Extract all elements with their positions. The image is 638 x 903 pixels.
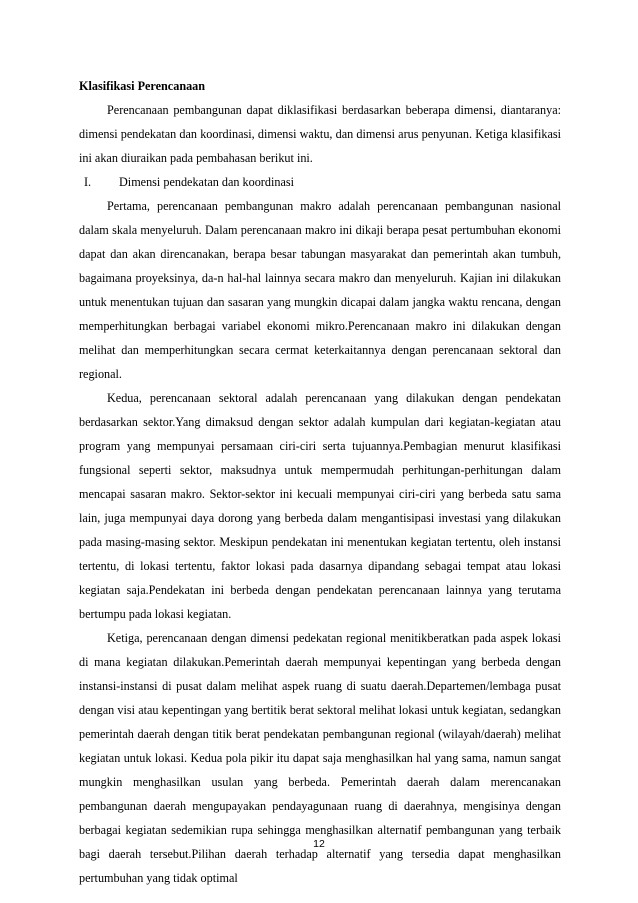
paragraph-regional: Ketiga, perencanaan dengan dimensi pedekatan regional menitikberatkan pada aspek lokasi di mana kegiatan dilakukan.Pemerintah daerah mempunyai kepentingan yang berbeda dengan instansi-instansi di pusat dalam melihat aspek ruang di suatu daerah.Departemen/lembaga pusat dengan visi atau kepentingan yang bertitik berat sektoral melihat lokasi untuk kegiatan, sedangkan pemerintah daerah dengan titik berat pendekatan pembangunan regional (wilayah/daerah) melihat kegiatan untuk lokasi. Kedua pola pikir itu dapat saja menghasilkan hal yang sama, namun sangat mungkin menghasilkan usulan yang berbeda. Pemerintah daerah dalam merencanakan pembangunan daerah mengupayakan pendayagunaan ruang di daerahnya, mengisinya dengan berbagai kegiatan sedemikian rupa sehingga menghasilkan alternatif pembangunan yang terbaik bagi daerah tersebut.Pilihan daerah terhadap alternatif yang tersedia dapat menghasilkan pertumbuhan yang tidak optimal — [79, 631, 561, 885]
paragraph-makro: Pertama, perencanaan pembangunan makro adalah perencanaan pembangunan nasional dalam skala menyeluruh. Dalam perencanaan makro ini dikaji berapa pesat pertumbuhan ekonomi dapat dan akan direncanakan, berapa besar tabungan masyarakat dan pemerintah akan tumbuh, bagaimana proyeksinya, da-n hal-hal lainnya secara makro dan menyeluruh. Kajian ini dilakukan untuk menentukan tujuan dan sasaran yang mungkin dicapai dalam jangka waktu rencana, dengan memperhitungkan berbagai variabel ekonomi mikro.Perencanaan makro ini dilakukan dengan melihat dan memperhitungkan secara cermat keterkaitannya dengan perencanaan sektoral dan regional. — [79, 199, 561, 381]
section-heading: Klasifikasi Perencanaan — [79, 79, 206, 93]
page-number: 12 — [313, 838, 325, 850]
list-item-text: Dimensi pendekatan dan koordinasi — [119, 175, 294, 189]
intro-paragraph: Perencanaan pembangunan dapat diklasifikasi berdasarkan beberapa dimensi, diantaranya: dimensi pendekatan dan koordinasi, dimensi waktu, dan dimensi arus penyunan. Ketiga klasifikasi ini akan diuraikan pada pembahasan berikut ini. — [79, 103, 561, 165]
document-body — [79, 74, 561, 890]
list-item — [79, 170, 561, 194]
list-item-number: I. — [84, 175, 92, 189]
paragraph-sektoral: Kedua, perencanaan sektoral adalah perencanaan yang dilakukan dengan pendekatan berdasarkan sektor.Yang dimaksud dengan sektor adalah kumpulan dari kegiatan-kegiatan atau program yang mempunyai persamaan ciri-ciri serta tujuannya.Pembagian menurut klasifikasi fungsional seperti sektor, maksudnya untuk mempermudah perhitungan-perhitungan dalam mencapai sasaran makro. Sektor-sektor ini kecuali mempunyai ciri-ciri yang berbeda satu sama lain, juga mempunyai daya dorong yang berbeda dalam mengantisipasi investasi yang dilakukan pada masing-masing sektor. Meskipun pendekatan ini menentukan kegiatan tertentu, oleh instansi tertentu, di lokasi tertentu, faktor lokasi pada dasarnya dipandang sebagai tempat atau lokasi kegiatan saja.Pendekatan ini berbeda dengan pendekatan perencanaan lainnya yang terutama bertumpu pada lokasi kegiatan. — [79, 391, 561, 621]
